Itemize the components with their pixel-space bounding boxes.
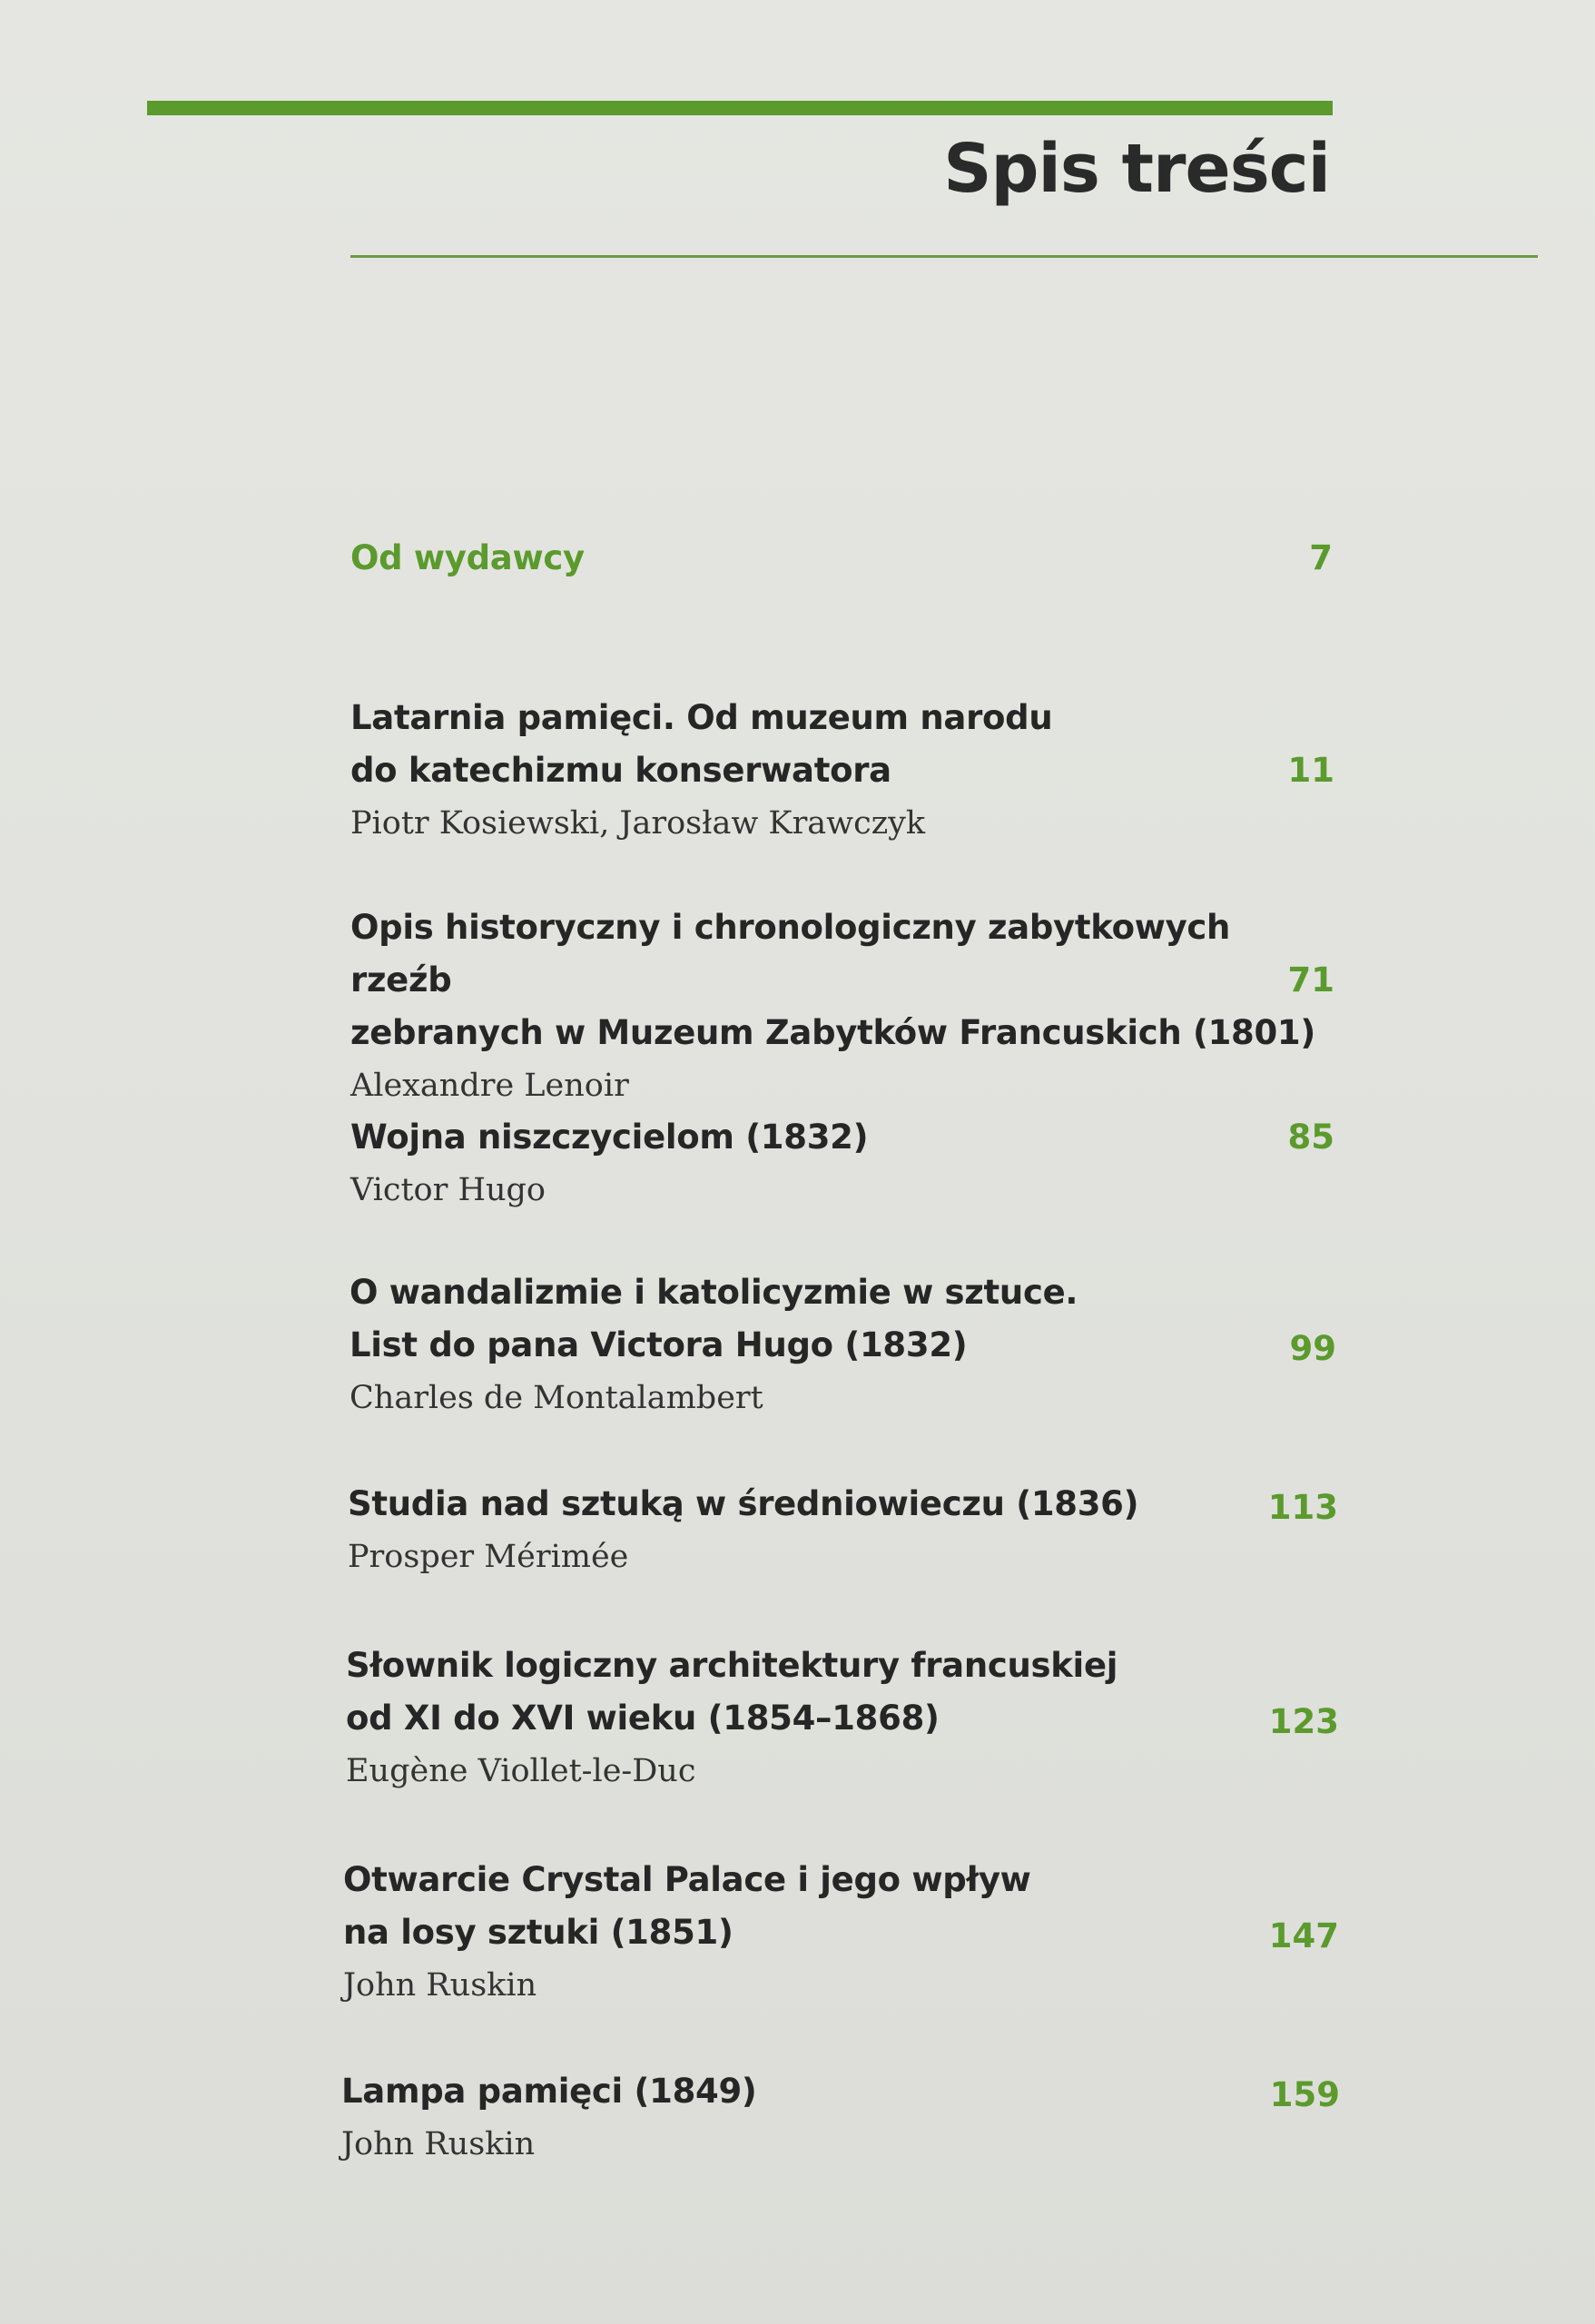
toc-entry-title: Lampa pamięci (1849) bbox=[341, 2072, 757, 2111]
toc-entry-title: Otwarcie Crystal Palace i jego wpływ na losy sztuki (1851) bbox=[343, 1860, 1031, 1952]
toc-entry-author: Eugène Viollet-le-Duc bbox=[346, 1753, 696, 1789]
toc-page-number: 11 bbox=[1287, 751, 1334, 790]
toc-entry-author: Piotr Kosiewski, Jarosław Krawczyk bbox=[350, 805, 926, 842]
toc-entry-author: John Ruskin bbox=[341, 2126, 536, 2162]
toc-page-number: 113 bbox=[1267, 1488, 1338, 1527]
toc-entry-slownik-logiczny bbox=[346, 1640, 1339, 1797]
toc-entry-o-wandalizmie bbox=[350, 1266, 1336, 1424]
toc-entry-title: Słownik logiczny architektury francuskiej od XI do XVI wieku (1854–1868) bbox=[346, 1646, 1118, 1738]
toc-page-number: 71 bbox=[1287, 960, 1334, 1000]
toc-entry-title: Opis historyczny i chronologiczny zabytkowych rzeźb zebranych w Muzeum Zabytków Francuskich (1801) bbox=[350, 908, 1315, 1052]
toc-entry-author: John Ruskin bbox=[343, 1967, 537, 2004]
toc-page-number: 85 bbox=[1287, 1118, 1334, 1157]
toc-page-number: 147 bbox=[1268, 1916, 1339, 1955]
toc-entry-otwarcie-crystal-palace bbox=[343, 1854, 1339, 2012]
toc-entry-wojna-niszczycielom bbox=[350, 1111, 1334, 1216]
toc-entry-author: Alexandre Lenoir bbox=[350, 1068, 629, 1104]
toc-page-number: 7 bbox=[1309, 538, 1333, 577]
toc-entry-studia-nad-sztuka bbox=[348, 1478, 1338, 1583]
toc-page-number: 123 bbox=[1268, 1702, 1339, 1741]
toc-entry-lampa-pamieci bbox=[341, 2065, 1340, 2171]
toc-page-number: 159 bbox=[1269, 2075, 1340, 2114]
toc-entry-author: Prosper Mérimée bbox=[348, 1539, 629, 1575]
toc-entry-latarnia-pamieci bbox=[350, 692, 1334, 850]
toc-entry-title: Wojna niszczycielom (1832) bbox=[350, 1118, 869, 1157]
toc-entry-od-wydawcy bbox=[350, 532, 1333, 585]
toc-entry-title: Studia nad sztuką w średniowieczu (1836) bbox=[348, 1484, 1139, 1523]
toc-entry-author: Victor Hugo bbox=[350, 1172, 546, 1208]
toc-entry-title: Od wydawcy bbox=[350, 538, 585, 577]
toc-entry-title: Latarnia pamięci. Od muzeum narodu do katechizmu konserwatora bbox=[350, 698, 1053, 790]
toc-entry-opis-historyczny bbox=[350, 901, 1334, 1112]
toc-page-number: 99 bbox=[1289, 1329, 1336, 1368]
page-title: Spis treści bbox=[943, 130, 1330, 208]
toc-entry-title: O wandalizmie i katolicyzmie w sztuce. List do pana Victora Hugo (1832) bbox=[350, 1273, 1078, 1364]
toc-entry-author: Charles de Montalambert bbox=[350, 1380, 763, 1416]
